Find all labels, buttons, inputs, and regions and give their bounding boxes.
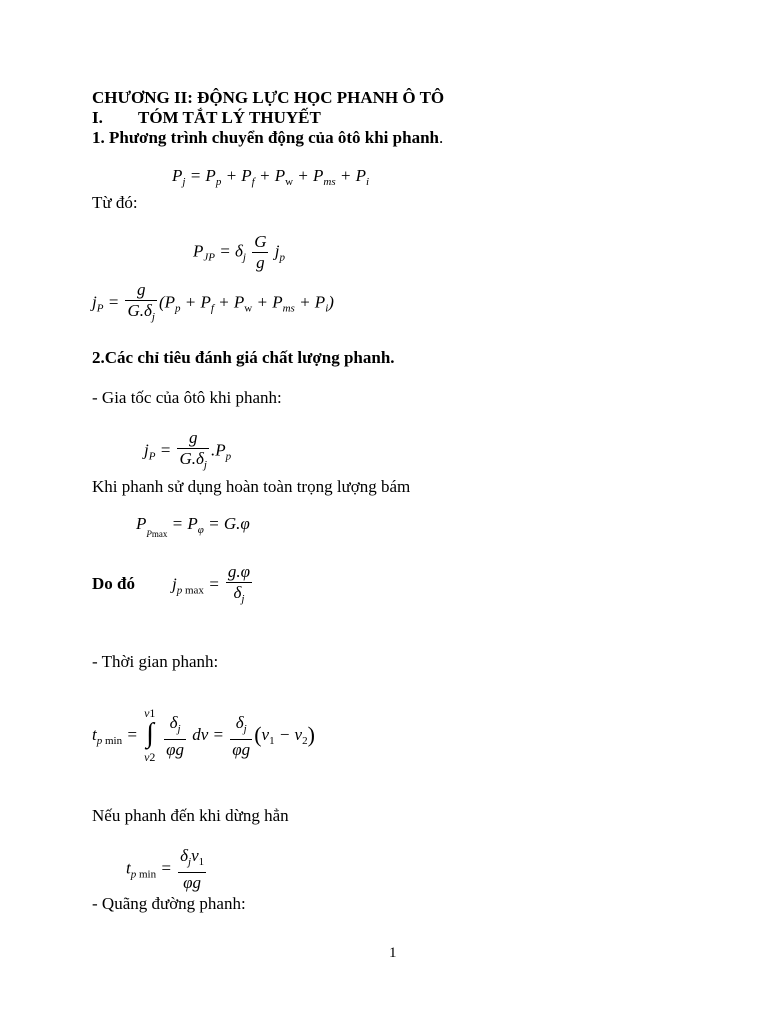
subsection-1-title: 1. Phương trình chuyển động của ôtô khi phanh [92,128,439,147]
equation-deceleration-general: $j_P$ = $\frac{g}{G.\delta_j}$ $(P_p + P_f + P_w + P_{ms} + P_i)$ [92,280,334,327]
section-number: I. [92,108,103,127]
text-gia-toc: - Gia tốc của ôtô khi phanh: [92,388,282,407]
equation-braking-time-full-stop: $t_{p min}$ = $\frac{\delta_jv_1}{\varphi g}$ [126,846,205,892]
text-tu-do: Từ đó: [92,193,138,212]
chapter-title: CHƯƠNG II: ĐỘNG LỰC HỌC PHANH Ô TÔ [92,88,445,107]
text-thoi-gian: - Thời gian phanh: [92,652,219,671]
equation-inertia-force: $P_{JP} = \delta_j$ $\frac{G}{g}$ $j_p$ [193,232,285,272]
text-neu-phanh: Nếu phanh đến khi dừng hẳn [92,806,289,825]
integral-symbol: v1 ∫ v2 [144,706,156,764]
subsection-2-title: 2.Các chỉ tiêu đánh giá chất lượng phanh. [92,348,395,367]
page-number: 1 [389,945,397,961]
text-khi-phanh: Khi phanh sử dụng hoàn toàn trọng lượng bám [92,477,411,496]
text-quang-duong: - Quãng đường phanh: [92,894,246,913]
subsection-1 [92,128,443,148]
equation-max-deceleration: $j_{p max}$ = $\frac{g.\varphi}{\delta_j}$ [172,562,254,609]
equation-max-brake-force: $P_{Pmax} = P_\varphi = G.\varphi$ [136,514,250,539]
text-do-do: Do đó [92,574,135,593]
subsection-1-dot: . [438,128,444,147]
equation-deceleration: $j_P$ = $\frac{g}{G.\delta_j}$ $.P_p$ [144,428,231,475]
equation-braking-time: $t_{p min}$ = v1 ∫ v2 $\frac{\delta_j}{\varphi g}$ dv = $\frac{\delta_j}{\varphi g}$ $(v_1 - v_2)$ [92,706,315,764]
equation-motion: $P_j = P_p + P_f + P_w + P_{ms} + P_i$ [172,166,370,188]
section-title: TÓM TẮT LÝ THUYẾT [138,108,321,127]
